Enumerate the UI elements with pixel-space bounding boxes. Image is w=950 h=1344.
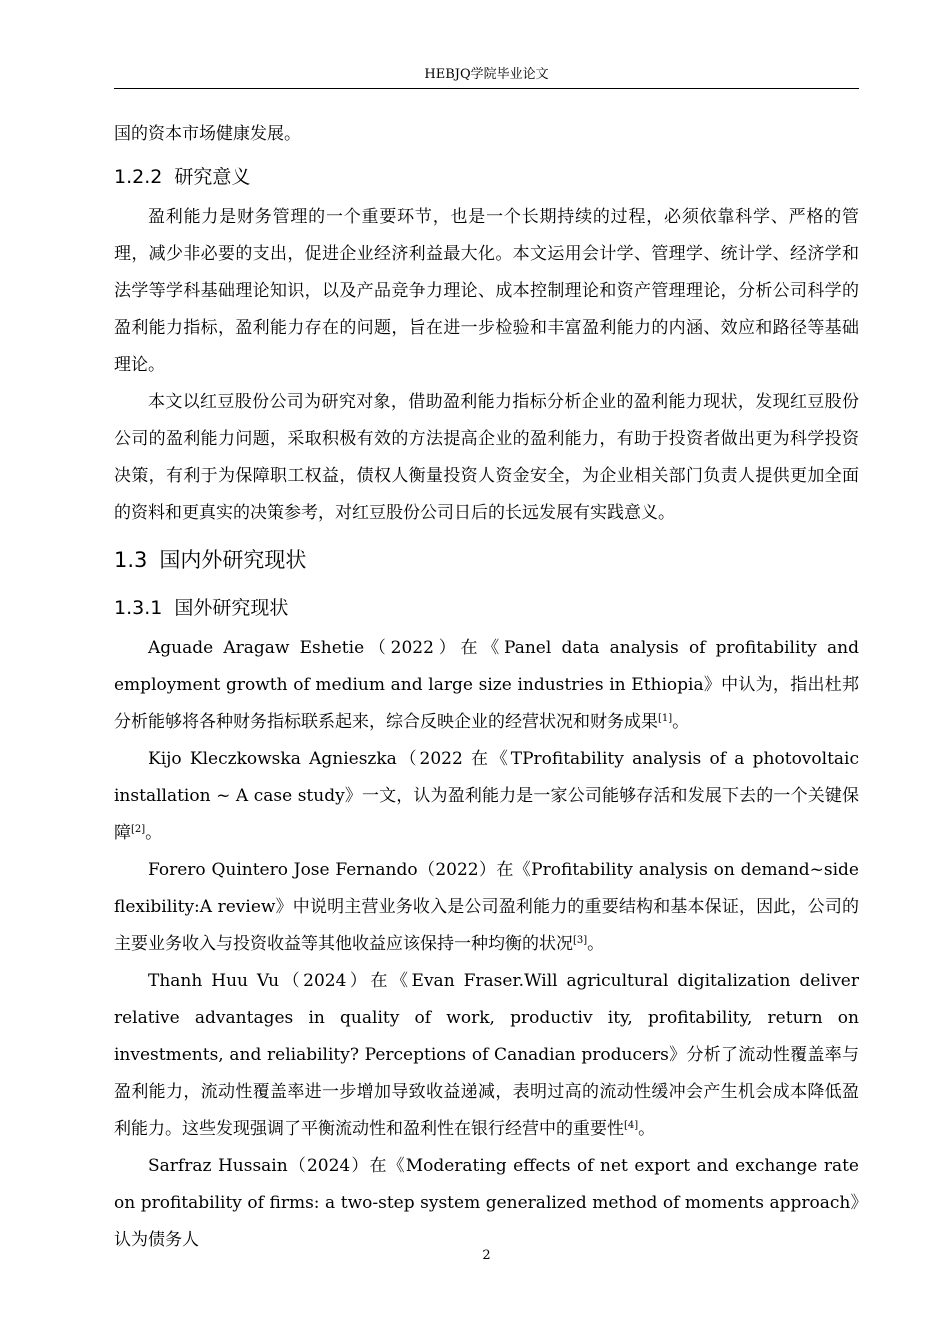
citation-marker: [4] bbox=[624, 1120, 639, 1131]
heading-1-3-1 bbox=[114, 586, 859, 630]
running-header: HEBJQ学院毕业论文 bbox=[424, 67, 549, 82]
citation-marker: [1] bbox=[658, 713, 673, 724]
reference-paragraph bbox=[114, 630, 859, 741]
continuation-text: 国的资本市场健康发展。 bbox=[114, 124, 301, 144]
citation-marker: [2] bbox=[131, 824, 146, 835]
page-number: 2 bbox=[482, 1248, 491, 1263]
paragraph: 本文以红豆股份公司为研究对象，借助盈利能力指标分析企业的盈利能力现状，发现红豆股份公司的盈利能力问题，采取积极有效的方法提高企业的盈利能力，有助于投资者做出更为科学投资决策，有利于为保障职工权益，债权人衡量投资人资金安全，为企业相关部门负责人提供更加全面的资料和更真实的决策参考，对红豆股份公司日后的长远发展有实践意义。 bbox=[114, 392, 859, 523]
paragraph-text: Thanh Huu Vu（2024）在《Evan Fraser.Will agricultural digitalization deliver relative advantages in quality of work, productiv ity, profitability, return on investments, and reliability? Perceptions of Canadian producers》分析了流动性覆盖率与盈利能力，流动性覆盖率进一步增加导致收益递减，表明过高的流动性缓冲会产生机会成本降低盈利能力。这些发现强调了平衡流动性和盈利性在银行经营中的重要性 bbox=[114, 971, 859, 1139]
paragraph: 盈利能力是财务管理的一个重要环节，也是一个长期持续的过程，必须依靠科学、严格的管理，减少非必要的支出，促进企业经济利益最大化。本文运用会计学、管理学、统计学、经济学和法学等学科基础理论知识，以及产品竞争力理论、成本控制理论和资产管理理论，分析公司科学的盈利能力指标，盈利能力存在的问题，旨在进一步检验和丰富盈利能力的内涵、效应和路径等基础理论。 bbox=[114, 207, 859, 375]
heading-title: 国外研究现状 bbox=[174, 597, 289, 619]
heading-1-3 bbox=[114, 536, 859, 584]
heading-number: 1.3.1 bbox=[114, 597, 163, 619]
heading-title: 研究意义 bbox=[174, 166, 251, 188]
paragraph-text: Aguade Aragaw Eshetie（2022）在《Panel data analysis of profitability and employment growth of medium and large size industries in Ethiopia》中认为，指出杜邦分析能够将各种财务指标联系起来，综合反映企业的经营状况和财务成果 bbox=[114, 638, 859, 732]
heading-1-2-2 bbox=[114, 155, 859, 199]
paragraph-text: Kijo Kleczkowska Agnieszka（2022 在《TProfitability analysis of a photovoltaic installation ~ A case study》一文，认为盈利能力是一家公司能够存活和发展下去的一个关键保障 bbox=[114, 749, 859, 843]
reference-paragraph bbox=[114, 741, 859, 852]
paragraph-text: Forero Quintero Jose Fernando（2022）在《Profitability analysis on demand~side flexibility:A review》中说明主营业务收入是公司盈利能力的重要结构和基本保证，因此，公司的主要业务收入与投资收益等其他收益应该保持一种均衡的状况 bbox=[114, 860, 859, 954]
paragraph-tail: 。 bbox=[638, 1119, 656, 1139]
paragraph-tail: 。 bbox=[587, 934, 605, 954]
citation-marker: [3] bbox=[573, 935, 588, 946]
paragraph-tail: 。 bbox=[145, 823, 163, 843]
paragraph-tail: 。 bbox=[672, 712, 690, 732]
heading-title: 国内外研究现状 bbox=[159, 548, 307, 572]
reference-paragraph bbox=[114, 1148, 859, 1259]
paragraph-text: Sarfraz Hussain（2024）在《Moderating effects of net export and exchange rate on profitability of firms: a two-step system generalized method of moments approach》认为债务人 bbox=[114, 1156, 859, 1250]
header-rule bbox=[114, 88, 859, 89]
heading-number: 1.2.2 bbox=[114, 166, 163, 188]
reference-paragraph bbox=[114, 852, 859, 963]
reference-paragraph bbox=[114, 963, 859, 1148]
page-body bbox=[114, 116, 859, 1259]
heading-number: 1.3 bbox=[114, 548, 148, 572]
